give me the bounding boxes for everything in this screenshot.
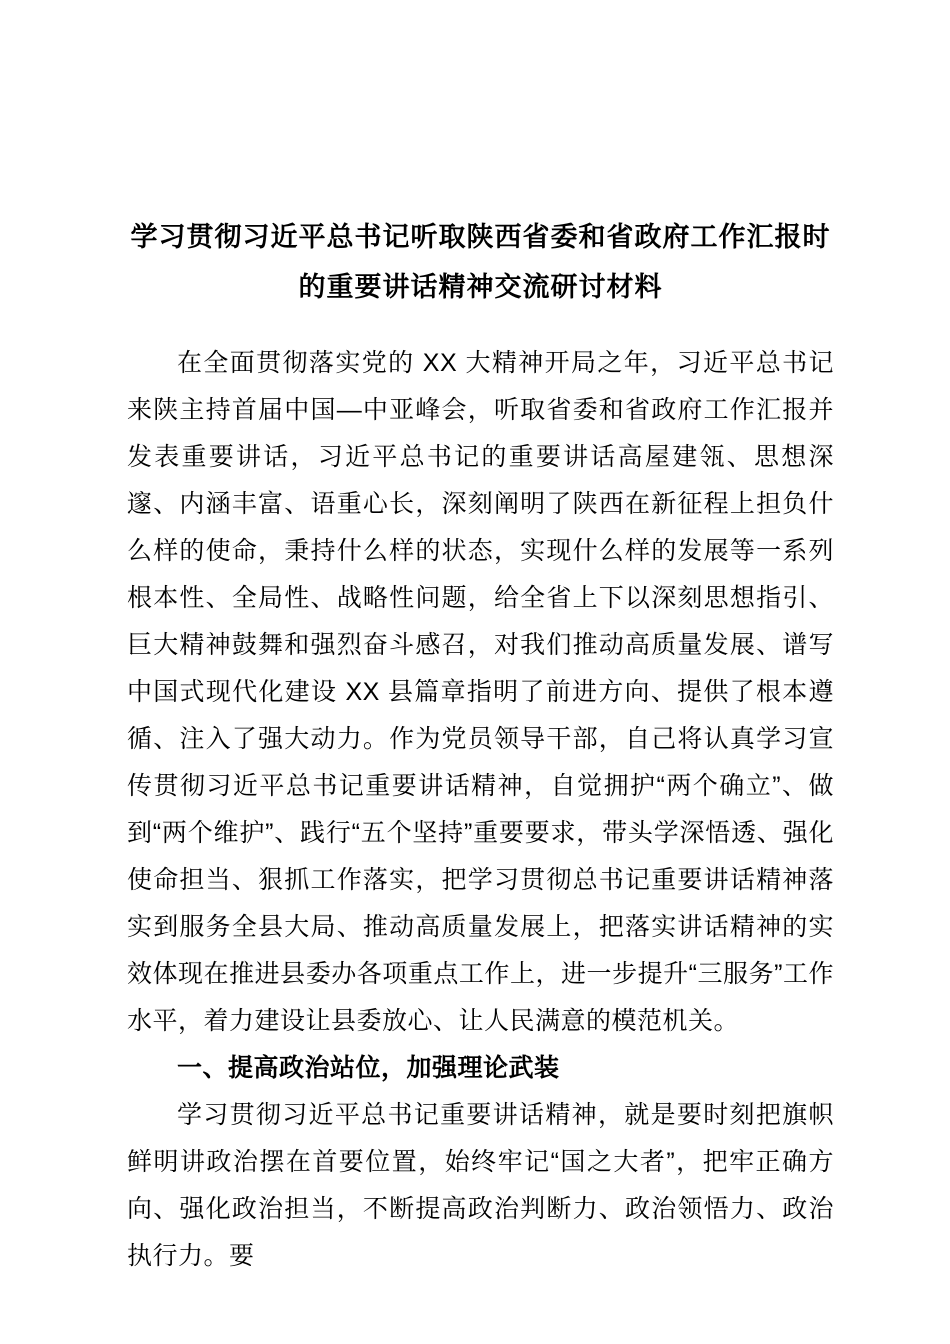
section-heading-1: 一、提高政治站位，加强理论武装 — [177, 1054, 560, 1082]
paragraph-section-1-body: 学习贯彻习近平总书记重要讲话精神，就是要时刻把旗帜鲜明讲政治摆在首要位置，始终牢记“国之大者”，把牢正确方向、强化政治担当，不断提高政治判断力、政治领悟力、政治执行力。要 — [127, 1101, 834, 1270]
paragraph-intro: 在全面贯彻落实党的 XX 大精神开局之年，习近平总书记来陕主持首届中国—中亚峰会，听取省委和省政府工作汇报并发表重要讲话，习近平总书记的重要讲话高屋建瓴、思想深邃、内涵丰富、语重心长，深刻阐明了陕西在新征程上担负什么样的使命，秉持什么样的状态，实现什么样的发展等一系列根本性、全局性、战略性问题，给全省上下以深刻思想指引、巨大精神鼓舞和强烈奋斗感召，对我们推动高质量发展、谱写中国式现代化建设 XX 县篇章指明了前进方向、提供了根本遵循、注入了强大动力。作为党员领导干部，自己将认真学习宣传贯彻习近平总书记重要讲话精神，自觉拥护“两个确立”、做到“两个维护”、践行“五个坚持”重要要求，带头学深悟透、强化使命担当、狠抓工作落实，把学习贯彻总书记重要讲话精神落实到服务全县大局、推动高质量发展上，把落实讲话精神的实效体现在推进县委办各项重点工作上，进一步提升“三服务”工作水平，着力建设让县委放心、让人民满意的模范机关。 — [127, 349, 834, 1035]
document-title: 学习贯彻习近平总书记听取陕西省委和省政府工作汇报时的重要讲话精神交流研讨材料 — [130, 222, 831, 302]
